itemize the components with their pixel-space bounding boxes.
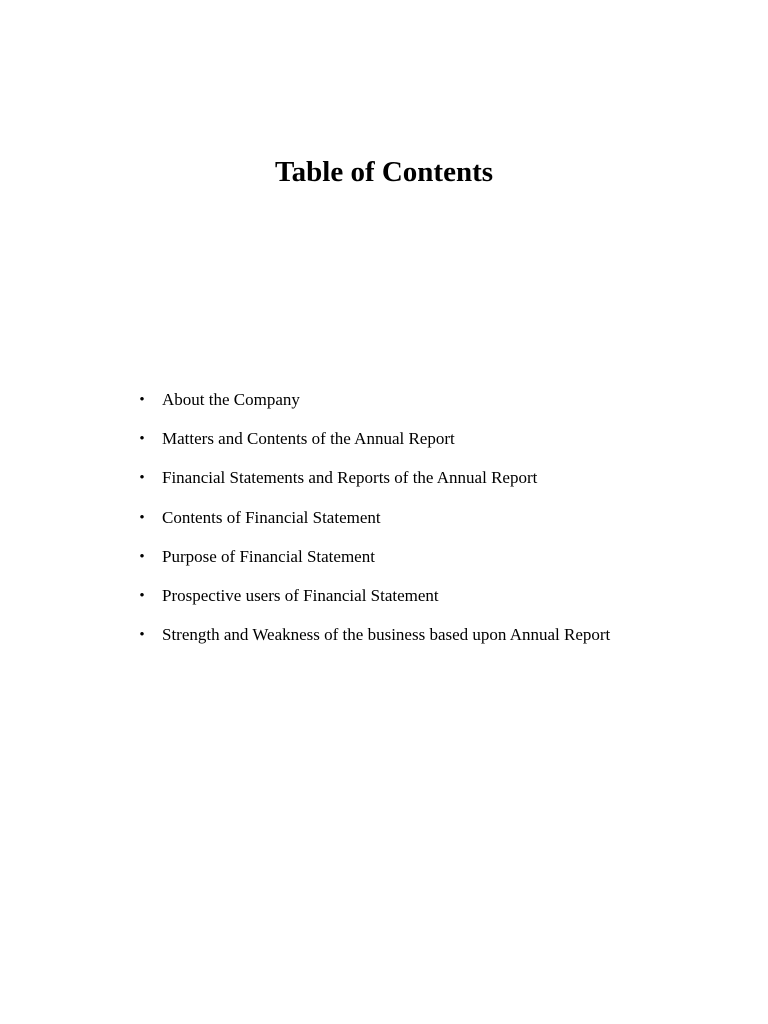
list-item-label: Contents of Financial Statement [162,507,381,527]
list-item-label: Matters and Contents of the Annual Report [162,429,455,449]
list-item-label: Strength and Weakness of the business based upon Annual Report [162,625,611,645]
list-item [134,426,734,465]
list-item-label: About the Company [162,390,300,409]
list-item [134,583,734,622]
page-title: Table of Contents [274,156,494,188]
list-item [134,544,734,583]
bullet-icon: • [139,627,145,644]
table-of-contents-list [134,387,734,661]
list-item [134,505,734,544]
bullet-icon: • [139,392,145,408]
list-item [134,387,734,426]
list-item-label: Prospective users of Financial Statement [162,585,439,605]
list-item [134,465,734,504]
bullet-icon: • [139,509,145,526]
bullet-icon: • [139,431,145,448]
list-item-label: Financial Statements and Reports of the Annual Report [162,468,538,488]
bullet-icon: • [139,587,145,604]
bullet-icon: • [139,470,145,487]
list-item [134,622,734,661]
bullet-icon: • [139,548,145,565]
list-item-label: Purpose of Financial Statement [162,546,375,566]
